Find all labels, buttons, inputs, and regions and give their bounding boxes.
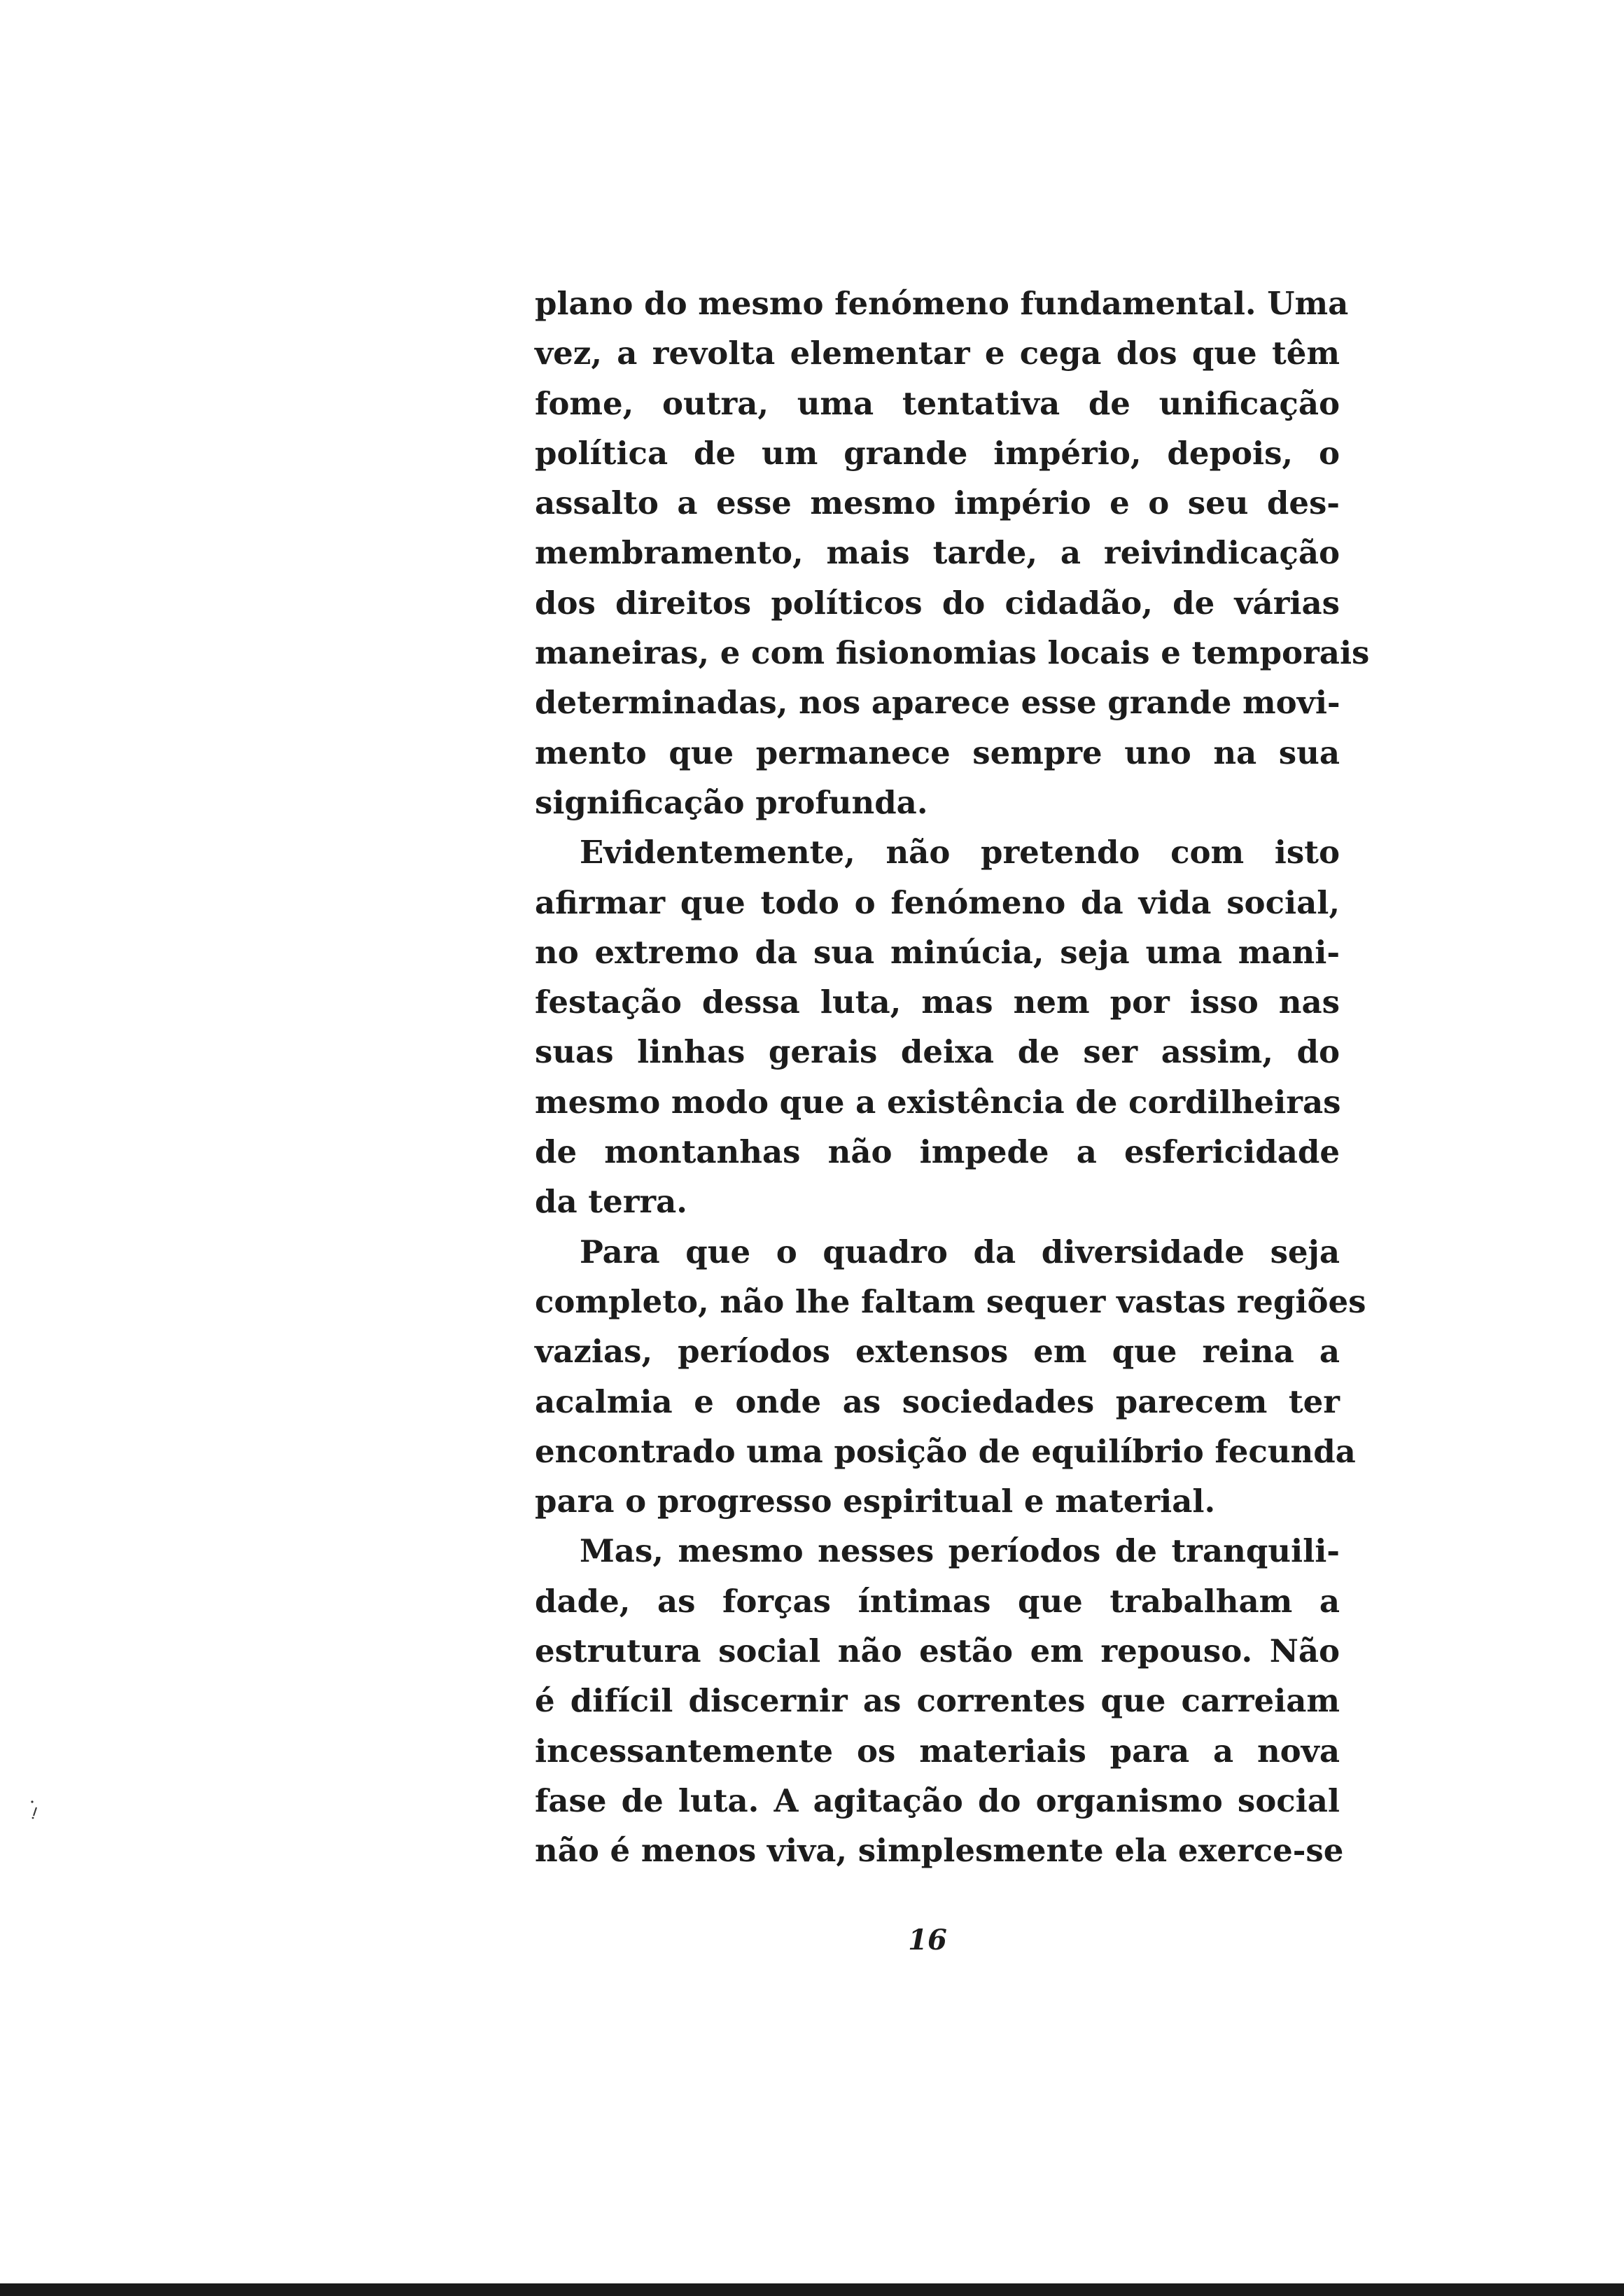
text-line: de montanhas não impede a esfericidade: [535, 1133, 1340, 1171]
text-line: não é menos viva, simplesmente ela exerce-se: [535, 1832, 1344, 1870]
text-line: plano do mesmo fenómeno fundamental. Uma: [535, 285, 1349, 322]
scan-bottom-edge: [0, 2283, 1624, 2296]
paragraph: [535, 827, 1340, 1226]
text-line: mesmo modo que a existência de cordilheiras: [535, 1083, 1341, 1121]
text-line: Evidentemente, não pretendo com isto: [580, 834, 1340, 872]
paragraph: [535, 279, 1370, 827]
text-line: no extremo da sua minúcia, seja uma mani-: [535, 933, 1340, 971]
text-line: vazias, períodos extensos em que reina a: [535, 1333, 1340, 1371]
text-line: para o progresso espiritual e material.: [535, 1483, 1216, 1520]
text-line: completo, não lhe faltam sequer vastas regiões: [535, 1282, 1366, 1320]
text-line: Mas, mesmo nesses períodos de tranquili-: [580, 1532, 1340, 1570]
text-line: da terra.: [535, 1183, 687, 1221]
text-line: festação dessa luta, mas nem por isso nas: [535, 983, 1340, 1021]
paragraph: [535, 1227, 1366, 1527]
text-line: maneiras, e com fisionomias locais e temporais: [535, 634, 1370, 672]
text-line: determinadas, nos aparece esse grande movi-: [535, 684, 1340, 722]
text-line: significação profunda.: [535, 783, 928, 821]
text-line: encontrado uma posição de equilíbrio fecunda: [535, 1432, 1356, 1470]
text-line: assalto a esse mesmo império e o seu des-: [535, 484, 1340, 522]
text-line: suas linhas gerais deixa de ser assim, do: [535, 1033, 1340, 1071]
text-line: Para que o quadro da diversidade seja: [580, 1233, 1340, 1270]
page-number: 16: [908, 1924, 947, 1956]
paragraph: [535, 1526, 1344, 1875]
text-line: mento que permanece sempre uno na sua: [535, 734, 1340, 771]
text-line: dade, as forças íntimas que trabalham a: [535, 1582, 1340, 1620]
text-line: estrutura social não estão em repouso. Não: [535, 1632, 1340, 1670]
text-line: dos direitos políticos do cidadão, de várias: [535, 584, 1340, 622]
text-line: acalmia e onde as sociedades parecem ter: [535, 1382, 1340, 1420]
text-line: fase de luta. A agitação do organismo social: [535, 1782, 1340, 1819]
body-text: [535, 279, 1370, 1876]
text-line: política de um grande império, depois, o: [535, 434, 1340, 472]
text-line: membramento, mais tarde, a reivindicação: [535, 534, 1340, 572]
text-line: vez, a revolta elementar e cega dos que têm: [535, 335, 1340, 372]
text-line: afirmar que todo o fenómeno da vida social,: [535, 883, 1340, 921]
text-line: incessantemente os materiais para a nova: [535, 1732, 1340, 1770]
text-line: fome, outra, uma tentativa de unificação: [535, 384, 1340, 422]
text-line: é difícil discernir as correntes que carreiam: [535, 1682, 1340, 1720]
scan-speck-mark: [29, 1799, 39, 1820]
